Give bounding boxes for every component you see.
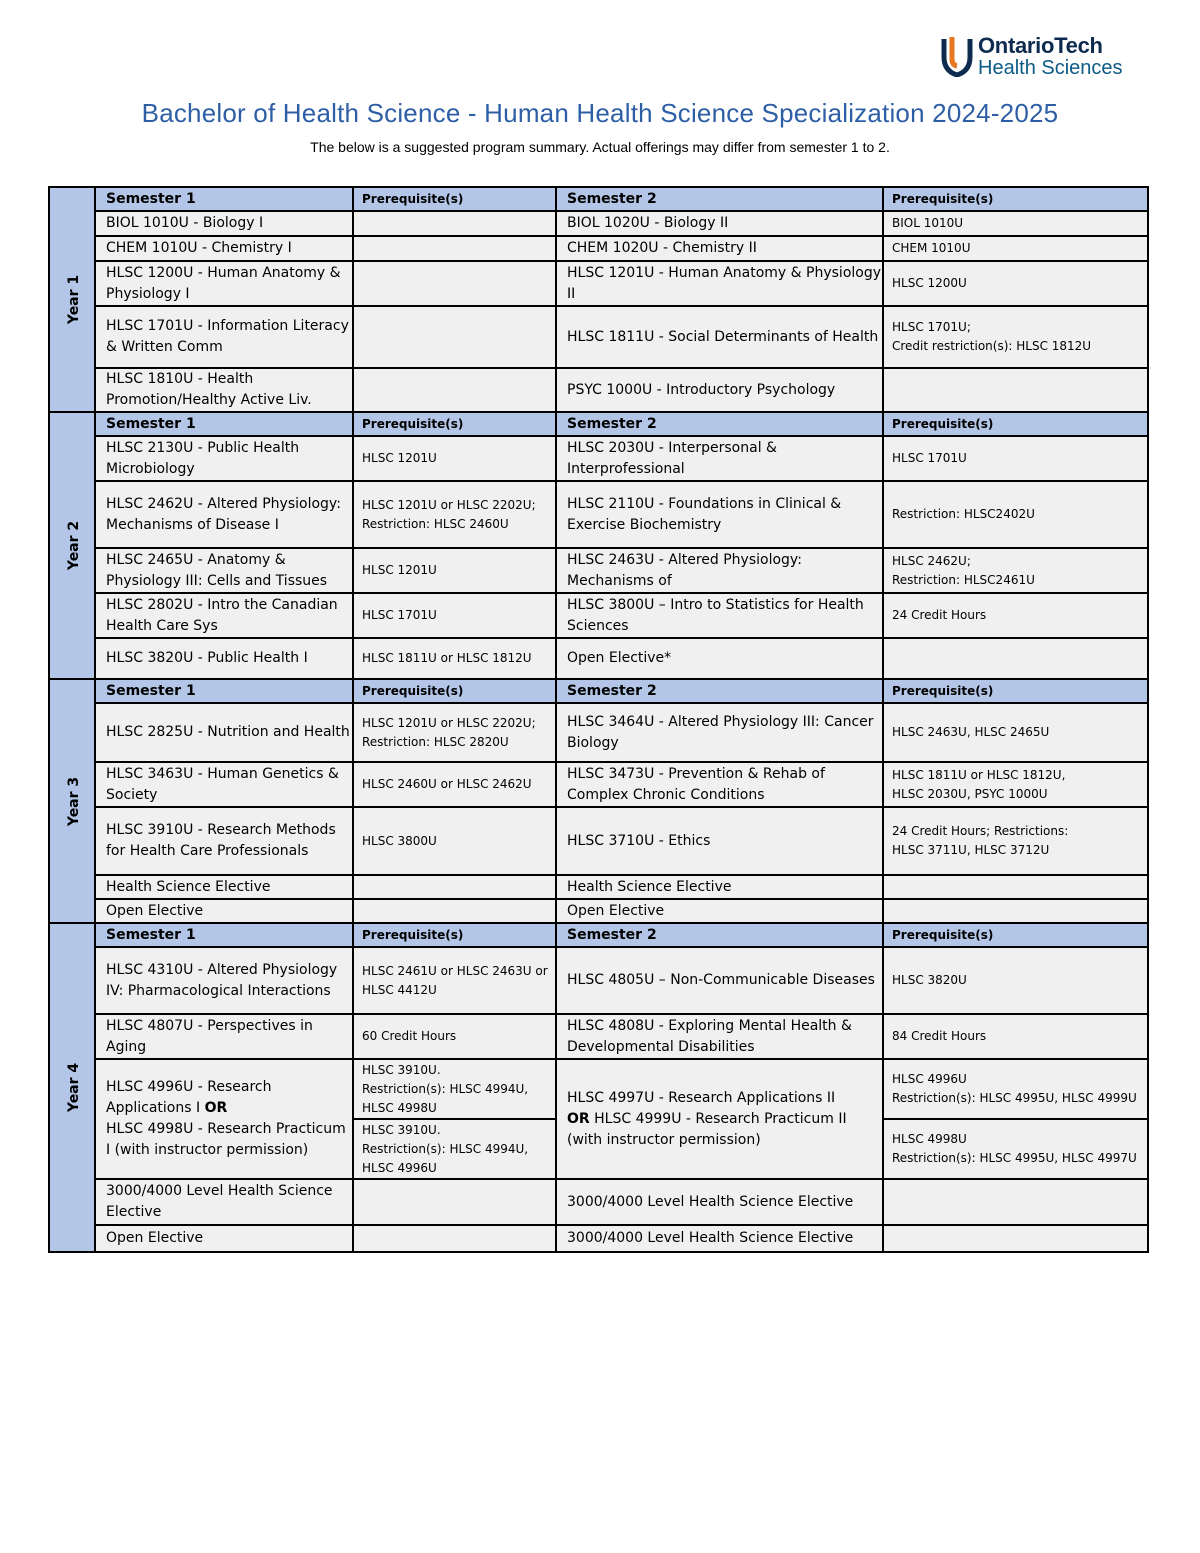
table-row bbox=[49, 1014, 1148, 1059]
prereq-cell bbox=[883, 306, 1148, 368]
course-cell: HLSC 1201U - Human Anatomy & Physiology II bbox=[556, 261, 883, 306]
prereq-cell: HLSC 1201U bbox=[353, 436, 556, 481]
prereq-cell bbox=[353, 703, 556, 762]
table-row bbox=[49, 807, 1148, 875]
prereq-cell: 24 Credit Hours bbox=[883, 593, 1148, 638]
prereq-cell bbox=[353, 368, 556, 412]
table-row bbox=[49, 593, 1148, 638]
prereq-cell bbox=[883, 875, 1148, 899]
course-cell: 3000/4000 Level Health Science Elective bbox=[556, 1225, 883, 1252]
prereq-cell: HLSC 1201U bbox=[353, 548, 556, 593]
prereq-line: HLSC 3910U. bbox=[362, 1062, 441, 1077]
prereq-line: Restriction: HLSC2461U bbox=[892, 572, 1035, 587]
ontario-tech-shield-icon bbox=[940, 35, 974, 77]
prereq-line: HLSC 1201U or HLSC 2202U; bbox=[362, 497, 536, 512]
course-cell: CHEM 1020U - Chemistry II bbox=[556, 236, 883, 261]
year-1-label-cell bbox=[49, 187, 95, 412]
prereq-cell bbox=[883, 638, 1148, 679]
prerequisite-header: Prerequisite(s) bbox=[353, 923, 556, 947]
course-cell: HLSC 3464U - Altered Physiology III: Cancer Biology bbox=[556, 703, 883, 762]
semester-1-header: Semester 1 bbox=[95, 923, 353, 947]
table-row bbox=[49, 1225, 1148, 1252]
logo-line-1: OntarioTech bbox=[978, 33, 1103, 58]
semester-2-header: Semester 2 bbox=[556, 679, 883, 703]
prereq-cell: 84 Credit Hours bbox=[883, 1014, 1148, 1059]
prereq-cell bbox=[353, 1179, 556, 1225]
semester-1-header: Semester 1 bbox=[95, 412, 353, 436]
prereq-cell: HLSC 1701U bbox=[353, 593, 556, 638]
prereq-cell bbox=[883, 1179, 1148, 1225]
course-name: HLSC 4996U - Research Applications I bbox=[106, 1079, 272, 1116]
prereq-cell bbox=[883, 368, 1148, 412]
course-cell: HLSC 2030U - Interpersonal & Interprofessional bbox=[556, 436, 883, 481]
table-row bbox=[49, 875, 1148, 899]
course-line: HLSC 4998U - Research Practicum I (with instructor permission) bbox=[106, 1121, 346, 1158]
or-label: OR bbox=[204, 1100, 228, 1116]
prereq-cell: Restriction: HLSC2402U bbox=[883, 481, 1148, 548]
prereq-line: Restriction(s): HLSC 4994U, HLSC 4998U bbox=[362, 1081, 529, 1115]
course-cell: Open Elective bbox=[95, 1225, 353, 1252]
prereq-cell bbox=[353, 261, 556, 306]
prereq-line: HLSC 1701U; bbox=[892, 320, 971, 334]
prereq-cell: BIOL 1010U bbox=[883, 211, 1148, 236]
page-subtitle: The below is a suggested program summary. Actual offerings may differ from semester 1 to 2. bbox=[310, 139, 890, 155]
year-label: Year 3 bbox=[66, 776, 83, 826]
year-label: Year 4 bbox=[66, 1062, 83, 1113]
course-cell: Open Elective* bbox=[556, 638, 883, 679]
table-row bbox=[49, 899, 1148, 923]
prereq-line: Restriction: HLSC 2820U bbox=[362, 734, 509, 749]
semester-2-header: Semester 2 bbox=[556, 187, 883, 211]
prereq-line: Restriction(s): HLSC 4994U, HLSC 4996U bbox=[362, 1141, 529, 1175]
prereq-cell: HLSC 1200U bbox=[883, 261, 1148, 306]
course-cell: HLSC 3820U - Public Health I bbox=[95, 638, 353, 679]
prereq-line: HLSC 3711U, HLSC 3712U bbox=[892, 843, 1050, 857]
prereq-line: HLSC 1201U or HLSC 2202U; bbox=[362, 715, 536, 730]
prereq-cell: HLSC 2460U or HLSC 2462U bbox=[353, 762, 556, 807]
prereq-cell: HLSC 2461U or HLSC 2463U or HLSC 4412U bbox=[353, 947, 556, 1014]
prereq-cell: HLSC 3800U bbox=[353, 807, 556, 875]
table-row bbox=[49, 261, 1148, 306]
ontario-tech-logo bbox=[940, 33, 1140, 83]
course-cell: HLSC 4805U – Non-Communicable Diseases bbox=[556, 947, 883, 1014]
table-row bbox=[49, 703, 1148, 762]
prereq-cell bbox=[353, 1119, 556, 1179]
prereq-cell bbox=[353, 481, 556, 548]
prereq-cell bbox=[883, 1119, 1148, 1179]
course-cell: HLSC 2462U - Altered Physiology: Mechanisms of Disease I bbox=[95, 481, 353, 548]
table-row bbox=[49, 481, 1148, 548]
course-cell: HLSC 2463U - Altered Physiology: Mechanisms of bbox=[556, 548, 883, 593]
table-row bbox=[49, 211, 1148, 236]
prereq-cell: HLSC 1701U bbox=[883, 436, 1148, 481]
table-row bbox=[49, 638, 1148, 679]
prereq-cell bbox=[353, 899, 556, 923]
course-cell: Health Science Elective bbox=[95, 875, 353, 899]
prereq-cell bbox=[883, 1059, 1148, 1119]
prereq-cell bbox=[353, 306, 556, 368]
semester-2-header: Semester 2 bbox=[556, 923, 883, 947]
table-row bbox=[49, 1059, 1148, 1119]
course-cell: 3000/4000 Level Health Science Elective bbox=[556, 1179, 883, 1225]
year-label: Year 2 bbox=[66, 520, 83, 571]
prereq-line: Restriction(s): HLSC 4995U, HLSC 4999U bbox=[892, 1091, 1137, 1105]
course-cell: BIOL 1010U - Biology I bbox=[95, 211, 353, 236]
year-2-header-row bbox=[49, 412, 1148, 436]
table-row bbox=[49, 548, 1148, 593]
prerequisite-header: Prerequisite(s) bbox=[883, 923, 1148, 947]
course-line bbox=[567, 1109, 882, 1151]
prereq-line: HLSC 4998U bbox=[892, 1132, 967, 1146]
prereq-cell: CHEM 1010U bbox=[883, 236, 1148, 261]
course-line bbox=[106, 1077, 352, 1119]
course-cell: HLSC 2465U - Anatomy & Physiology III: Cells and Tissues bbox=[95, 548, 353, 593]
course-cell: HLSC 4310U - Altered Physiology IV: Pharmacological Interactions bbox=[95, 947, 353, 1014]
course-cell: HLSC 3473U - Prevention & Rehab of Complex Chronic Conditions bbox=[556, 762, 883, 807]
year-label: Year 1 bbox=[66, 274, 83, 325]
table-row bbox=[49, 236, 1148, 261]
prerequisite-header: Prerequisite(s) bbox=[353, 679, 556, 703]
course-cell: HLSC 4807U - Perspectives in Aging bbox=[95, 1014, 353, 1059]
prereq-line: HLSC 3910U. bbox=[362, 1122, 441, 1137]
prereq-line: HLSC 4996U bbox=[892, 1072, 967, 1086]
prereq-cell bbox=[883, 762, 1148, 807]
course-cell: Health Science Elective bbox=[556, 875, 883, 899]
program-table bbox=[48, 186, 1149, 1253]
prerequisite-header: Prerequisite(s) bbox=[883, 187, 1148, 211]
course-cell: HLSC 3910U - Research Methods for Health Care Professionals bbox=[95, 807, 353, 875]
year-3-header-row bbox=[49, 679, 1148, 703]
course-cell: HLSC 3800U – Intro to Statistics for Health Sciences bbox=[556, 593, 883, 638]
prerequisite-header: Prerequisite(s) bbox=[883, 679, 1148, 703]
year-4-header-row bbox=[49, 923, 1148, 947]
prereq-cell bbox=[353, 875, 556, 899]
table-row bbox=[49, 306, 1148, 368]
course-cell: HLSC 1811U - Social Determinants of Health bbox=[556, 306, 883, 368]
course-line: HLSC 4997U - Research Applications II bbox=[567, 1089, 836, 1106]
prereq-cell bbox=[353, 1225, 556, 1252]
logo-line-2: Health Sciences bbox=[978, 57, 1123, 79]
prereq-cell bbox=[353, 211, 556, 236]
prereq-line: Credit restriction(s): HLSC 1812U bbox=[892, 339, 1092, 353]
course-cell: CHEM 1010U - Chemistry I bbox=[95, 236, 353, 261]
course-cell bbox=[95, 1059, 353, 1179]
prereq-cell bbox=[883, 899, 1148, 923]
semester-1-header: Semester 1 bbox=[95, 679, 353, 703]
course-cell: HLSC 1810U - Health Promotion/Healthy Active Liv. bbox=[95, 368, 353, 412]
course-cell: HLSC 2802U - Intro the Canadian Health Care Sys bbox=[95, 593, 353, 638]
table-row bbox=[49, 368, 1148, 412]
prereq-cell: HLSC 3820U bbox=[883, 947, 1148, 1014]
year-4-label-cell bbox=[49, 923, 95, 1252]
course-cell bbox=[556, 1059, 883, 1179]
course-cell: HLSC 1701U - Information Literacy & Written Comm bbox=[95, 306, 353, 368]
course-cell: HLSC 2825U - Nutrition and Health bbox=[95, 703, 353, 762]
course-cell: PSYC 1000U - Introductory Psychology bbox=[556, 368, 883, 412]
course-name: HLSC 4999U - Research Practicum II (with instructor permission) bbox=[567, 1110, 847, 1148]
course-cell: HLSC 3463U - Human Genetics & Society bbox=[95, 762, 353, 807]
page-title: Bachelor of Health Science - Human Health Science Specialization 2024-2025 bbox=[141, 98, 1059, 128]
prereq-cell bbox=[883, 1225, 1148, 1252]
table-row bbox=[49, 1179, 1148, 1225]
year-3-label-cell bbox=[49, 679, 95, 923]
course-cell: Open Elective bbox=[95, 899, 353, 923]
prereq-cell: 60 Credit Hours bbox=[353, 1014, 556, 1059]
or-label: OR bbox=[567, 1110, 590, 1127]
prereq-line: HLSC 1811U or HLSC 1812U, bbox=[892, 767, 1066, 782]
prereq-line: Restriction: HLSC 2460U bbox=[362, 516, 509, 531]
table-row bbox=[49, 947, 1148, 1014]
prereq-cell bbox=[353, 1059, 556, 1119]
table-row bbox=[49, 762, 1148, 807]
course-cell: HLSC 1200U - Human Anatomy & Physiology I bbox=[95, 261, 353, 306]
prerequisite-header: Prerequisite(s) bbox=[353, 412, 556, 436]
prereq-cell bbox=[353, 236, 556, 261]
course-cell: BIOL 1020U - Biology II bbox=[556, 211, 883, 236]
course-cell: HLSC 4808U - Exploring Mental Health & Developmental Disabilities bbox=[556, 1014, 883, 1059]
course-cell: Open Elective bbox=[556, 899, 883, 923]
course-cell: HLSC 3710U - Ethics bbox=[556, 807, 883, 875]
year-1-header-row bbox=[49, 187, 1148, 211]
prerequisite-header: Prerequisite(s) bbox=[883, 412, 1148, 436]
course-cell: HLSC 2110U - Foundations in Clinical & Exercise Biochemistry bbox=[556, 481, 883, 548]
prereq-line: HLSC 2462U; bbox=[892, 553, 971, 568]
prerequisite-header: Prerequisite(s) bbox=[353, 187, 556, 211]
prereq-cell bbox=[883, 807, 1148, 875]
prereq-cell: HLSC 1811U or HLSC 1812U bbox=[353, 638, 556, 679]
semester-2-header: Semester 2 bbox=[556, 412, 883, 436]
course-cell: HLSC 2130U - Public Health Microbiology bbox=[95, 436, 353, 481]
semester-1-header: Semester 1 bbox=[95, 187, 353, 211]
prereq-line: HLSC 2030U, PSYC 1000U bbox=[892, 786, 1048, 801]
prereq-line: Restriction(s): HLSC 4995U, HLSC 4997U bbox=[892, 1151, 1137, 1165]
prereq-cell bbox=[883, 548, 1148, 593]
table-row bbox=[49, 436, 1148, 481]
course-cell: 3000/4000 Level Health Science Elective bbox=[95, 1179, 353, 1225]
prereq-line: 24 Credit Hours; Restrictions: bbox=[892, 824, 1069, 838]
prereq-cell: HLSC 2463U, HLSC 2465U bbox=[883, 703, 1148, 762]
year-2-label-cell bbox=[49, 412, 95, 679]
